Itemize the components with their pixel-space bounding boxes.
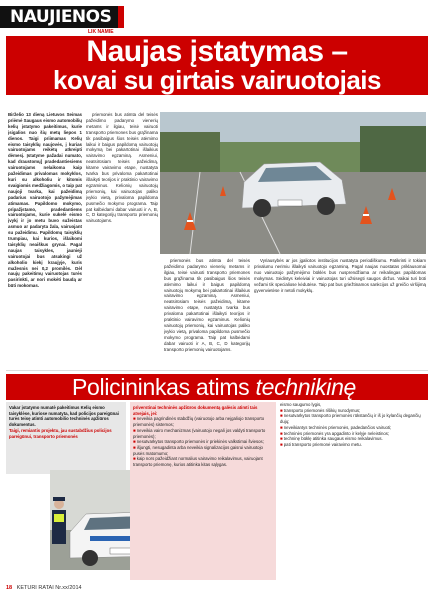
article2-list-intro: priverstinai techninės apžiūros dokumentą galėsis atimti tais atvejais, jei: <box>133 405 258 416</box>
article2-col3-item: ■ techninę būklę atitinka saugaus eismo reikalavimus. <box>280 436 383 442</box>
article1-title <box>6 36 428 95</box>
bullet-icon: ■ <box>280 430 284 436</box>
article1-column-2 <box>86 112 158 366</box>
issue-label: Nr.xx/2014 <box>55 585 82 591</box>
article2-list-item: ■ kaip nors pažeidžiant normalius vairavimo reikalavimus, vairuojant transporto priemonę, kurios atitinka kitas sąlygas. <box>133 456 263 468</box>
bullet-icon: ■ <box>280 424 284 430</box>
page-number: 18 <box>6 585 13 591</box>
section-accent <box>118 6 124 28</box>
bullet-icon: ■ <box>133 427 137 433</box>
article2-lead-box <box>6 402 126 474</box>
bullet-icon: ■ <box>133 439 137 445</box>
article2-list-item: ■ nesutvarkytos transporto priemonės ir priekinės valkstimai šviesos; <box>133 439 264 445</box>
article1-column-2-text: priemonės bus atimta del teisės pažeidimo padarymo vienerių metams ir ilgiau, teisė vairuoti transporto priemones bus grąžinama tik pasibaigus šios teisės atėmimo laikui ir baigus papildomą vairuotojų mokymą bei pakartotinai išlaikius vairavimo egzaminą. Asmeniui, neatsirūsiam teisės pažeidimą, kitame vairavimo etape, nustatyta tvarka bus privaloma pakartotinai išlaikyti teorijos ir praktinio vairavimo egzaminus. Kelionių vairuotojų priemonių, kai vairuotojas paliko įvykio vietą, privaloma papildoma pusmečio mokymo programa. Taip pat kalbėdami dabar vairuoti ir A, B, C, D kategorijų transporto priemonių vairuotojams. <box>86 112 158 224</box>
article1-photo <box>160 112 426 254</box>
bullet-icon: ■ <box>280 413 284 419</box>
article2-col3-item: ■ transporto priemonės rišikių nurodymus; <box>280 407 361 413</box>
bullet-icon: ■ <box>280 436 284 442</box>
driving-test-illustration <box>160 112 426 254</box>
article2-col3-intro: eismo saugumo lygis, <box>280 402 322 407</box>
article2-list-box <box>130 402 276 580</box>
article1-column-2b-text: priemonės bus atimta del teisės pažeidimo padarymo vienerių metams ir ilgiau, teisė vairuoti transporto priemones bus grąžinama tik pasibaigus šios teisės atėmimo laikui ir baigus papildomą vairuotojų mokymą bei pakartotinai išlaikius vairavimo egzaminą. Asmeniui, neatsirūsiam teisės pažeidimą, kitame vairavimo etape, nustatyta tvarka bus privaloma pakartotinai išlaikyti teorijos ir praktinio vairavimo egzaminus. Kelionių vairuotojų priemonių, kai vairuotojas paliko įvykio vietą, privaloma papildoma pusmečio mokymo programa. Taip pat kalbėdami dabar vairuoti ir A, B, C, D kategorijų transporto priemonių vairuotojams. <box>164 258 250 352</box>
bullet-icon: ■ <box>280 407 284 413</box>
page-footer <box>6 585 82 591</box>
bullet-icon: ■ <box>133 416 137 422</box>
magazine-name: KETURI RATAI <box>16 585 54 591</box>
article2-col3-item: ■ neveikiantys techninės priemonės, padedančios vairuoti; <box>280 424 392 430</box>
article2-lead-text: Vakar įstatymo numatė pakeitimus Kelių eismo taisyklėse, kuriose numatyta, kad policijos pareigūnai turės teisę atimti automobilio techninės apžiūros dokumentus. <box>9 405 119 427</box>
section-tag <box>0 6 118 28</box>
article2-title <box>6 374 428 400</box>
section-subtag: LIK NAMIE <box>88 29 114 35</box>
article-divider <box>6 370 428 371</box>
article1-column-1-text: Birželio 13 dieną Lietuvos Seimas priėmė Saugaus eismo automobilių kelių įstatymo pakeitimus, kurie įsigalios nuo šių metų liepos 1 dienos. Taigi priimamas Kelių eismo taisyklių naujovės, į kurias vairuotojams reikėtų atkreipti dėmesį. Įstatyme pažadai numato, kad draustomų] pradedantiesiems vairuotojams nelaikoma kaip pažeidimas privalomas mokyklos, kuri su alkoholiu ir kitomis svaigiomis medžiagomis, o taip pat naujoji tvarka, kai pažeidimą padarius vairuotojo pažymėjimas atimamas. Papildomo mokymo, pripažįstamo, pradedantiems vairuotojams, kurie sukelė eismo įvykį ir jo metu buvo sužeistas asmuo ar padaryta žala, vairuojant su pažeidimu. Papildomų taisyklių trumpiau, kai kurios, išlaikomi taisyklių neaiškus grynai. Pagal naujas taisykles, jaunieji vairuotojai bus atsakingi už alkoholio kiekį kraujyje, kuris mažesnis nei 0,2 promilės. Dėl naujų pakeitimų vairuotojas turės pasirinkti, ar nori mokėti baudą ar būti mokomas. <box>8 112 82 289</box>
article2-column-3 <box>280 402 426 580</box>
article2-col3-item: ■ techninės priemonės yra apgadinto ir kelyje neleistinos; <box>280 430 390 436</box>
article1-column-3 <box>254 258 426 366</box>
section-label: NAUJIENOS <box>10 7 112 27</box>
article1-column-3-text: Vyriausybės ar jos įgaliotos institucijos nustatyta periodiškumu. Patikrinti ir tokiam privalumu nerimiu išlaikyti vairuotojo egzaminą. Pagal naujas nuostatas priklausomai nuo vairuotojo pažymėjimo būklės bus nusprendžiama ar reikalingas papildomas mokymas. Sėdintys keleiviai ir vairuotojas turi užsisegti saugos diržus. Vaikai turi būti vežami tik specialiose kėdutėse. Taip pat bus griežtinamos sankcijos už greičio viršijimą gyvenvietėse ir netoli mokyklų. <box>254 258 426 293</box>
article2-list-item: ■ neveikia pagrindinės stabdžių (vairuotojo arba neįgaliojo transporto priemonės) sistemos; <box>133 416 265 428</box>
article2-list-item: ■ neveikia vairo mechanizmas (vairuotojo negali jos valdyti transporto priemonės); <box>133 427 266 439</box>
article2-list-item: ■ išjungti, nesugadinta arba neveikia signalizacijos gaisrui vairuotojo pusės matomumo; <box>133 444 263 456</box>
bullet-icon: ■ <box>133 456 137 462</box>
article2-title-italic: technikinę <box>255 374 357 400</box>
article2-col3-item: ■ pati transporto priemonė vairavimo metu. <box>280 441 362 447</box>
article2-title-plain: Policininkas atims <box>72 374 256 400</box>
article1-title-line1: Naujas įstatymas – <box>86 35 348 68</box>
article2-col3-item: ■ nesutvarkytos transporto priemonės rūkstančių ir iš jo kylančių degančių dujų; <box>280 413 421 425</box>
article1-title-line2: kovai su girtais vairuotojais <box>53 65 381 95</box>
article1-column-2b <box>164 258 250 366</box>
bullet-icon: ■ <box>133 444 137 450</box>
article2-lead-red: Taigi, remiantis projektu, jau sustabdžius policijos pareigūnui, transporto priemonės <box>9 428 112 439</box>
bullet-icon: ■ <box>280 441 284 447</box>
article1-column-1 <box>8 112 82 366</box>
